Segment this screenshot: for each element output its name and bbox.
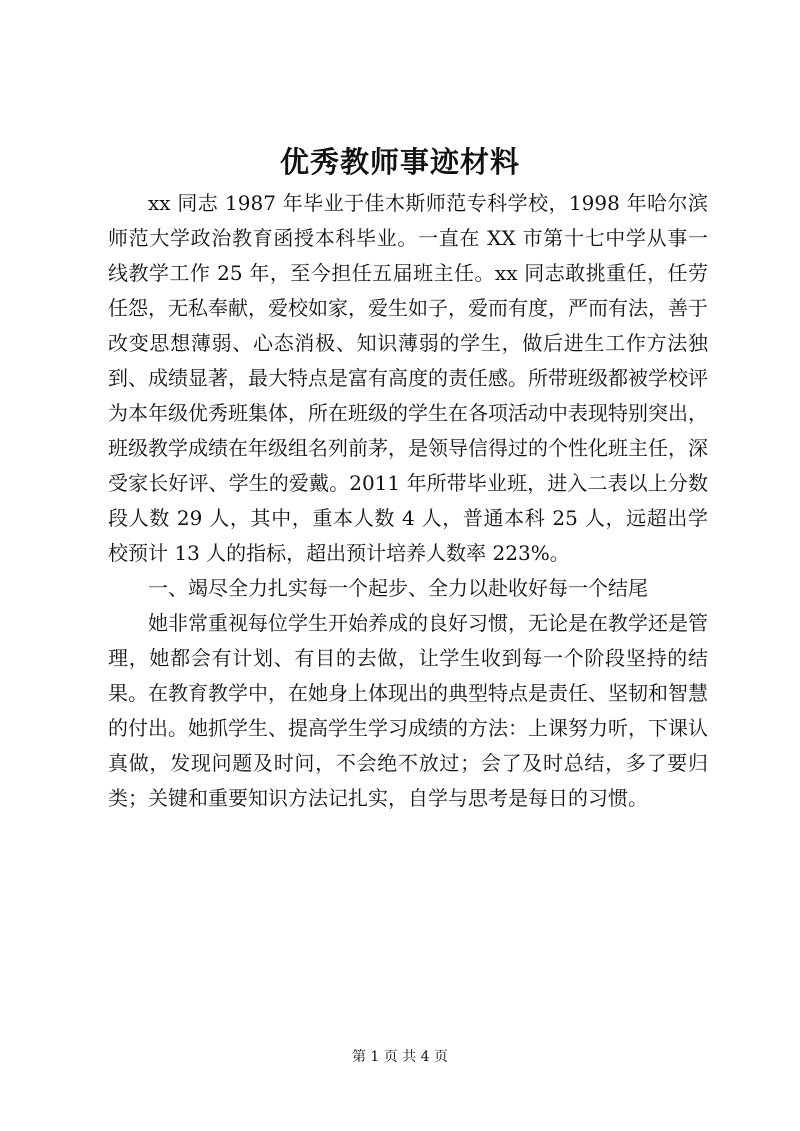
page-number: 第 1 页 共 4 页	[351, 1049, 449, 1065]
document-body	[108, 186, 708, 816]
document-title: 优秀教师事迹材料	[279, 145, 520, 179]
paragraph-habits: 她非常重视每位学生开始养成的良好习惯，无论是在教学还是管理，她都会有计划、有目的去做，让学生收到每一个阶段坚持的结果。在教育教学中，在她身上体现出的典型特点是责任、坚韧和智慧的付出。她抓学生、提高学生学习成绩的方法：上课努力听，下课认真做，发现问题及时问，不会绝不放过；会了及时总结，多了要归类；关键和重要知识方法记扎实，自学与思考是每日的习惯。	[108, 611, 708, 810]
paragraph-intro: xx 同志 1987 年毕业于佳木斯师范专科学校，1998 年哈尔滨师范大学政治教育函授本科毕业。一直在 XX 市第十七中学从事一线教学工作 25 年，至今担任五届班主任。xx 同志敢挑重任，任劳任怨，无私奉献，爱校如家，爱生如子，爱而有度，严而有法，善于改变思想薄弱、心态消极、知识薄弱的学生，做后进生工作方法独到、成绩显著，最大特点是富有高度的责任感。所带班级都被学校评为本年级优秀班集体，所在班级的学生在各项活动中表现特别突出，班级教学成绩在年级组名列前茅，是领导信得过的个性化班主任，深受家长好评、学生的爱戴。2011 年所带毕业班，进入二表以上分数段人数 29 人，其中，重本人数 4 人，普通本科 25 人，远超出学校预计 13 人的指标，超出预计培养人数率 223%。	[108, 191, 708, 565]
section-heading: 一、竭尽全力扎实每一个起步、全力以赴收好每一个结尾	[148, 576, 648, 600]
